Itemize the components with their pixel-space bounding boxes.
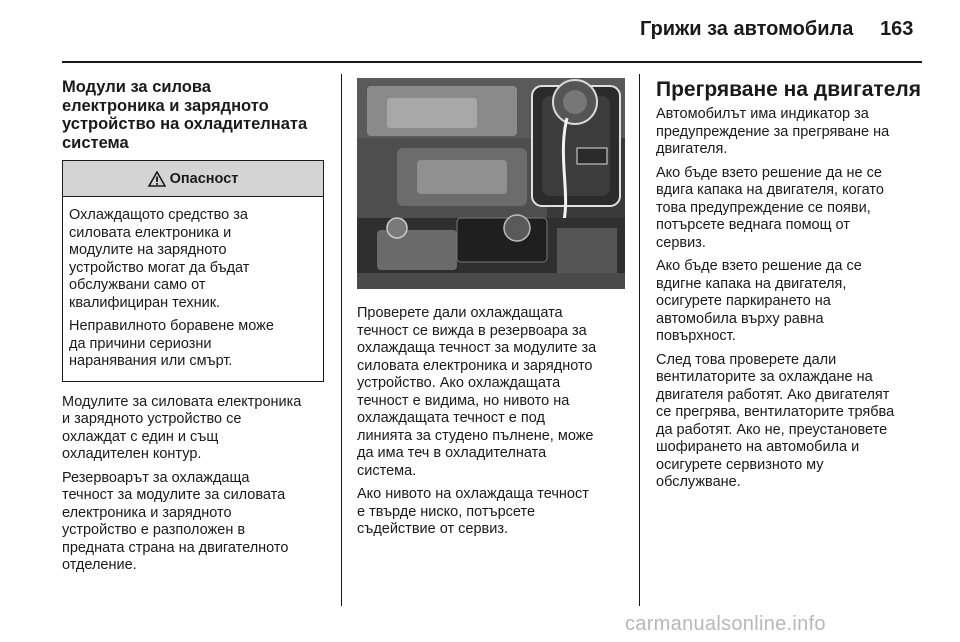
section-heading-power-electronics: Модули за силова електроника и зарядното устройство на охладителната система	[62, 78, 308, 152]
column-divider-left	[341, 74, 342, 606]
section-heading-engine-overheating: Прегряване на двигателя	[656, 78, 921, 101]
body-paragraph: Модулите за силовата електроника и зарядното устройство се охлаждат с един и същ охладителен контур.	[62, 393, 302, 462]
page-header	[0, 0, 960, 62]
body-paragraph: Резервоарът за охлаждаща течност за модулите за силовата електроника и зарядното устройство е разположен в предната страна на двигателното отделение.	[62, 469, 289, 573]
body-paragraph: Проверете дали охлаждащата течност се вижда в резервоара за охлаждаща течност за модулите за силовата електроника и зарядното устройство. Ако охлаждащата течност е видима, но нивото на охлаждащата течност е под линията за студено пълнене, може да има теч в охладителната система.	[357, 305, 597, 479]
danger-warning-box	[62, 160, 324, 382]
coolant-reservoir-photo	[357, 78, 625, 289]
header-rule	[62, 61, 922, 63]
watermark: carmanualsonline.info	[625, 613, 826, 635]
running-title: Грижи за автомобила	[640, 18, 854, 40]
body-paragraph: Автомобилът има индикатор за предупреждение за прегряване на двигателя.	[656, 106, 890, 157]
danger-warning-header	[63, 161, 323, 197]
left-column	[62, 78, 324, 581]
body-paragraph: След това проверете дали вентилаторите за охлаждане на двигателя работят. Ако двигателят се прегрява, вентилаторите трябва да работят. Ако не, преустановете шофирането на автомобила и осигурете сервизното му обслужване.	[656, 351, 895, 490]
page-number: 163	[880, 18, 914, 40]
warning-paragraph: Неправилното боравене може да причини сериозни наранявания или смърт.	[69, 318, 274, 369]
body-paragraph: Ако нивото на охлаждаща течност е твърде ниско, потърсете съдействие от сервиз.	[357, 486, 589, 537]
middle-column	[357, 78, 625, 545]
warning-triangle-icon	[148, 171, 166, 187]
body-paragraph: Ако бъде взето решение да не се вдига капака на двигателя, когато това предупреждение се появи, потърсете веднага помощ от сервиз.	[656, 164, 884, 251]
warning-paragraph: Охлаждащото средство за силовата електроника и модулите на зарядното устройство могат да бъдат обслужвани само от квалифициран техник.	[69, 207, 250, 311]
right-column	[656, 78, 926, 498]
danger-warning-label: Опасност	[169, 170, 239, 187]
column-divider-right	[639, 74, 640, 606]
danger-warning-body	[63, 197, 323, 381]
body-paragraph: Ако бъде взето решение да се вдигне капака на двигателя, осигурете паркирането на автомобила върху равна повърхност.	[656, 258, 862, 344]
